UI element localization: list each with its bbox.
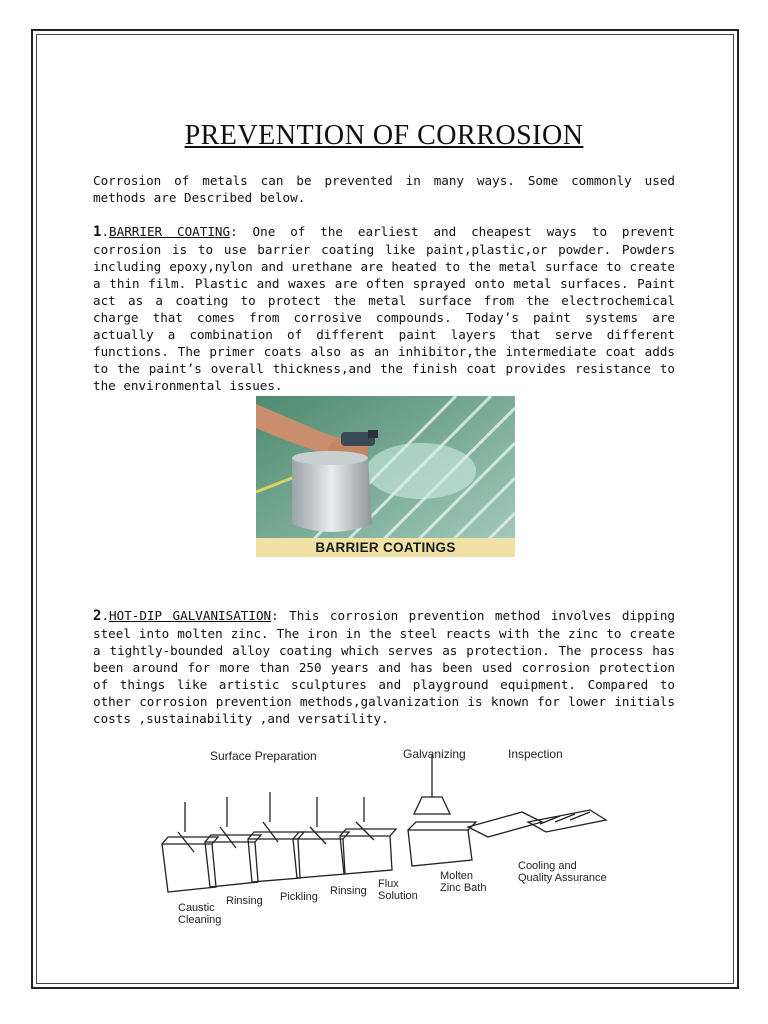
section-heading: HOT-DIP GALVANISATION: [109, 608, 272, 623]
step-label: Rinsing: [330, 885, 367, 897]
step-label: Rinsing: [226, 895, 263, 907]
step-label: Molten Zinc Bath: [440, 870, 487, 894]
stage-label: Galvanizing: [403, 747, 466, 761]
section-heading: BARRIER COATING: [109, 224, 231, 239]
stage-label: Surface Preparation: [210, 749, 317, 763]
step-label: Pickling: [280, 891, 318, 903]
step-label: Caustic Cleaning: [178, 902, 222, 926]
section-body: : One of the earliest and cheapest ways to prevent corrosion is to use barrier coating like paint,plastic,or powder. Powders including epoxy,nylon and urethane are heated to the metal surface to create a thin film. Plastic and waxes are often sprayed onto metal surfaces. Paint act as a coating to protect the metal surface from the electrochemical charge that comes from corrosive compounds. Today’s paint systems are actually a combination of different paint layers that serve different functions. The primer coats also as an inhibitor,the intermediate coat adds to the paint’s overall thickness,and the finish coat provides resistance to the environmental issues.: [93, 224, 675, 393]
barrier-coating-photo: [256, 396, 515, 557]
section-hot-dip-galvanisation: 2.HOT-DIP GALVANISATION: This corrosion prevention method involves dipping steel into molten zinc. The iron in the steel reacts with the zinc to create a tightly-bounded alloy coating which serves as protection. The process has been around for more than 250 years and has been used corrosion protection of things like artistic sculptures and playground equipment. Compared to other corrosion prevention methods,galvanization is known for lower initials costs ,sustainability ,and versatility.: [93, 608, 675, 726]
section-barrier-coating: 1.BARRIER COATING: One of the earliest and cheapest ways to prevent corrosion is to use barrier coating like paint,plastic,or powder. Powders including epoxy,nylon and urethane are heated to the metal surface to create a thin film. Plastic and waxes are often sprayed onto metal surfaces. Paint act as a coating to protect the metal surface from the electrochemical charge that comes from corrosive compounds. Today’s paint systems are actually a combination of different paint layers that serve different functions. The primer coats also as an inhibitor,the intermediate coat adds to the paint’s overall thickness,and the finish coat provides resistance to the environmental issues.: [93, 224, 675, 393]
galvanizing-process-diagram: [150, 742, 620, 937]
section-number: 2: [93, 608, 102, 624]
step-label: Cooling and Quality Assurance: [518, 860, 607, 884]
section-body: : This corrosion prevention method involves dipping steel into molten zinc. The iron in the steel reacts with the zinc to create a tightly-bounded alloy coating which serves as protection. The process has been around for more than 250 years and has been used corrosion protection of things like artistic sculptures and playground equipment. Compared to other corrosion prevention methods,galvanization is known for lower initials costs ,sustainability ,and versatility.: [93, 608, 675, 726]
image-caption: BARRIER COATINGS: [256, 538, 515, 557]
stage-label: Inspection: [508, 747, 563, 761]
page-title: PREVENTION OF CORROSION: [184, 120, 584, 151]
intro-paragraph: Corrosion of metals can be prevented in many ways. Some commonly used methods are Described below.: [93, 173, 675, 205]
step-label: Flux Solution: [378, 878, 418, 902]
section-number: 1: [93, 224, 102, 240]
